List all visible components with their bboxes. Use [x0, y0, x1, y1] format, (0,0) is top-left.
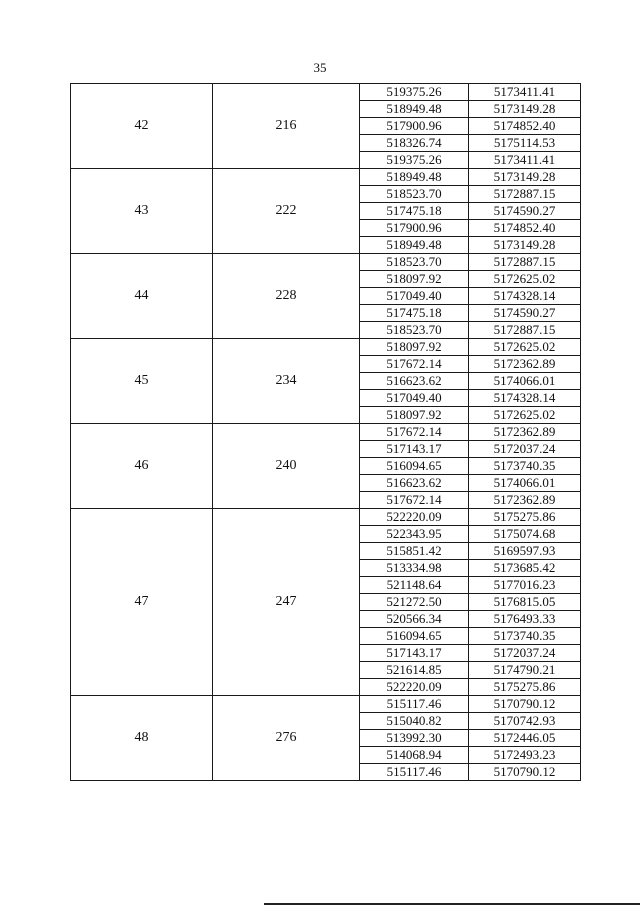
- x-coordinate-cell: 517672.14: [360, 356, 469, 373]
- y-coordinate-cell: 5172493.23: [469, 747, 581, 764]
- x-coordinate-cell: 518326.74: [360, 135, 469, 152]
- y-coordinate-cell: 5172887.15: [469, 322, 581, 339]
- y-coordinate-cell: 5174590.27: [469, 203, 581, 220]
- plot-number-cell: 42: [71, 84, 213, 169]
- x-coordinate-cell: 517143.17: [360, 441, 469, 458]
- y-coordinate-cell: 5174852.40: [469, 118, 581, 135]
- table-row: [71, 424, 581, 441]
- y-coordinate-cell: 5172625.02: [469, 271, 581, 288]
- x-coordinate-cell: 517475.18: [360, 203, 469, 220]
- y-coordinate-cell: 5174328.14: [469, 288, 581, 305]
- x-coordinate-cell: 520566.34: [360, 611, 469, 628]
- x-coordinate-cell: 519375.26: [360, 152, 469, 169]
- plot-area-cell: 276: [213, 696, 360, 781]
- plot-area-cell: 240: [213, 424, 360, 509]
- x-coordinate-cell: 521272.50: [360, 594, 469, 611]
- y-coordinate-cell: 5173149.28: [469, 237, 581, 254]
- y-coordinate-cell: 5172037.24: [469, 441, 581, 458]
- y-coordinate-cell: 5175074.68: [469, 526, 581, 543]
- x-coordinate-cell: 522220.09: [360, 509, 469, 526]
- x-coordinate-cell: 515117.46: [360, 696, 469, 713]
- x-coordinate-cell: 518097.92: [360, 339, 469, 356]
- x-coordinate-cell: 513334.98: [360, 560, 469, 577]
- x-coordinate-cell: 517049.40: [360, 288, 469, 305]
- x-coordinate-cell: 516094.65: [360, 458, 469, 475]
- plot-area-cell: 228: [213, 254, 360, 339]
- plot-number-cell: 44: [71, 254, 213, 339]
- x-coordinate-cell: 514068.94: [360, 747, 469, 764]
- plot-area-cell: 222: [213, 169, 360, 254]
- y-coordinate-cell: 5176815.05: [469, 594, 581, 611]
- x-coordinate-cell: 517475.18: [360, 305, 469, 322]
- x-coordinate-cell: 513992.30: [360, 730, 469, 747]
- y-coordinate-cell: 5175275.86: [469, 509, 581, 526]
- page-number: 35: [313, 60, 327, 75]
- y-coordinate-cell: 5172362.89: [469, 356, 581, 373]
- plot-area-cell: 216: [213, 84, 360, 169]
- y-coordinate-cell: 5170742.93: [469, 713, 581, 730]
- x-coordinate-cell: 515117.46: [360, 764, 469, 781]
- x-coordinate-cell: 518097.92: [360, 271, 469, 288]
- y-coordinate-cell: 5174066.01: [469, 373, 581, 390]
- table-row: [71, 696, 581, 713]
- coordinates-table-body: [71, 84, 581, 781]
- table-row: [71, 254, 581, 271]
- plot-number-cell: 46: [71, 424, 213, 509]
- y-coordinate-cell: 5172625.02: [469, 407, 581, 424]
- plot-area-cell: 234: [213, 339, 360, 424]
- x-coordinate-cell: 519375.26: [360, 84, 469, 101]
- y-coordinate-cell: 5176493.33: [469, 611, 581, 628]
- plot-number-cell: 45: [71, 339, 213, 424]
- x-coordinate-cell: 518949.48: [360, 237, 469, 254]
- x-coordinate-cell: 517049.40: [360, 390, 469, 407]
- y-coordinate-cell: 5173411.41: [469, 84, 581, 101]
- y-coordinate-cell: 5172446.05: [469, 730, 581, 747]
- x-coordinate-cell: 517672.14: [360, 492, 469, 509]
- y-coordinate-cell: 5174852.40: [469, 220, 581, 237]
- x-coordinate-cell: 521148.64: [360, 577, 469, 594]
- x-coordinate-cell: 522220.09: [360, 679, 469, 696]
- table-row: [71, 84, 581, 101]
- x-coordinate-cell: 518949.48: [360, 169, 469, 186]
- y-coordinate-cell: 5173149.28: [469, 169, 581, 186]
- coordinates-table: [70, 83, 581, 781]
- y-coordinate-cell: 5175114.53: [469, 135, 581, 152]
- plot-area-cell: 247: [213, 509, 360, 696]
- table-row: [71, 339, 581, 356]
- x-coordinate-cell: 518949.48: [360, 101, 469, 118]
- y-coordinate-cell: 5170790.12: [469, 764, 581, 781]
- x-coordinate-cell: 521614.85: [360, 662, 469, 679]
- x-coordinate-cell: 517900.96: [360, 220, 469, 237]
- x-coordinate-cell: 518523.70: [360, 322, 469, 339]
- y-coordinate-cell: 5174066.01: [469, 475, 581, 492]
- x-coordinate-cell: 517143.17: [360, 645, 469, 662]
- x-coordinate-cell: 516094.65: [360, 628, 469, 645]
- table-row: [71, 169, 581, 186]
- y-coordinate-cell: 5172037.24: [469, 645, 581, 662]
- plot-number-cell: 43: [71, 169, 213, 254]
- table-row: [71, 509, 581, 526]
- plot-number-cell: 47: [71, 509, 213, 696]
- y-coordinate-cell: 5173685.42: [469, 560, 581, 577]
- x-coordinate-cell: 518523.70: [360, 186, 469, 203]
- y-coordinate-cell: 5174790.21: [469, 662, 581, 679]
- y-coordinate-cell: 5172625.02: [469, 339, 581, 356]
- y-coordinate-cell: 5173740.35: [469, 628, 581, 645]
- x-coordinate-cell: 522343.95: [360, 526, 469, 543]
- y-coordinate-cell: 5174590.27: [469, 305, 581, 322]
- y-coordinate-cell: 5170790.12: [469, 696, 581, 713]
- y-coordinate-cell: 5173411.41: [469, 152, 581, 169]
- x-coordinate-cell: 517672.14: [360, 424, 469, 441]
- y-coordinate-cell: 5172887.15: [469, 254, 581, 271]
- y-coordinate-cell: 5177016.23: [469, 577, 581, 594]
- y-coordinate-cell: 5173149.28: [469, 101, 581, 118]
- x-coordinate-cell: 516623.62: [360, 475, 469, 492]
- x-coordinate-cell: 515851.42: [360, 543, 469, 560]
- x-coordinate-cell: 515040.82: [360, 713, 469, 730]
- y-coordinate-cell: 5174328.14: [469, 390, 581, 407]
- y-coordinate-cell: 5175275.86: [469, 679, 581, 696]
- plot-number-cell: 48: [71, 696, 213, 781]
- x-coordinate-cell: 517900.96: [360, 118, 469, 135]
- x-coordinate-cell: 518097.92: [360, 407, 469, 424]
- x-coordinate-cell: 518523.70: [360, 254, 469, 271]
- y-coordinate-cell: 5172887.15: [469, 186, 581, 203]
- y-coordinate-cell: 5169597.93: [469, 543, 581, 560]
- y-coordinate-cell: 5173740.35: [469, 458, 581, 475]
- x-coordinate-cell: 516623.62: [360, 373, 469, 390]
- y-coordinate-cell: 5172362.89: [469, 492, 581, 509]
- y-coordinate-cell: 5172362.89: [469, 424, 581, 441]
